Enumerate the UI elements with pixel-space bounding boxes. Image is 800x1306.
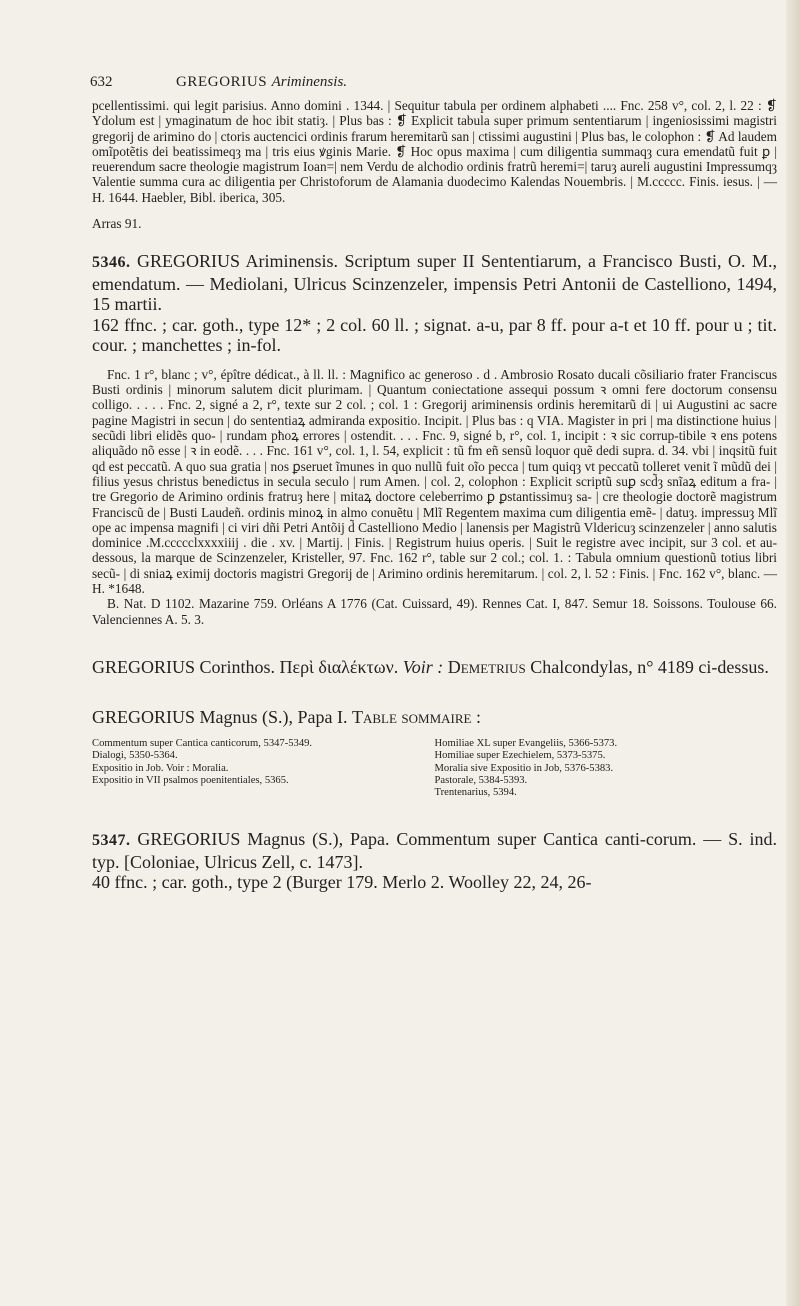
catalogue-page [92, 74, 777, 893]
sommaire-item: Pastorale, 5384-5393. [434, 774, 528, 786]
entry-5347-heading [92, 829, 777, 872]
entry-description: Fnc. 1 r°, blanc ; v°, épître dédicat., à ll. ll. : Magnifico ac generoso . d . Ambrosio Rosato ducali cõsiliario frater Franciscus Busti ordinis | minorum salutem dicit plurimam. | Quantum coniectatione assequi possum ꝛ omni fere doctorum consensu colligo. . . . . Fnc. 2, signé a 2, r°, texte sur 2 col. ; col. 1 : Gregorij ariminensis ordinis heremitarũ di | ui Augustini ac sacre pagine Magistri in secun | do sententiaꝝ admiranda expositio. Incipit. | Plus bas : q VIA. Magister in pri | ma distinctione huius | secũdi libri elidẽs quo- | rundam pħoꝝ errores | ostendit. . . . Fnc. 9, signé b, r°, col. 1, incipit : ꝛ sic corrup-tibile ꝛ ens potens aliquãdo nõ esse | ꝛ in eodẽ. . . . Fnc. 161 v°, col. 1, l. 54, explicit : tũ fm eñ sensũ loquor quẽ dedi supra. d. 34. vbi | inqsitũ fuit qd est peccatũ. A quo sua gratia | nos ꝑseruet ĩmunes in quo nullũ fuit oĩo pecca | tum quiqȝ vt peccatũ tolleret venit ĩ mũdũ dei | filius yesus christus benedictus in secula seculo | rum Amen. | col. 2, colophon : Explicit scriptũ suꝑ scd̃ȝ snĩaꝝ editum a fra- | tre Gregorio de Arimino ordinis fratruȝ here | mitaꝝ doctore celeberrimo ꝑ ꝑstantissimuȝ sa- | cre theologie doctorẽ magistrum Franciscũ de | Busti Laudeñ. ordinis minoꝝ in almo conuẽtu | Mlĩ Regentem maxima cum diligentia emẽ- | datuȝ. impressuȝ Mlĩ ope ac impensa magnifi | ci viri dñi Petri Antõij d̃ Castelliono Medio | lanensis per Magistrũ Vldericuȝ scinzenzeler | anno salutis dominice .M.ccccclxxxxiiij . die . xv. | Martij. | Finis. | Registrum huius operis. | Suit le registre avec incipit, sur 3 col. et au-dessous, la marque de Scinzenzeler, Kristeller, 97. Fnc. 162 r°, table sur 2 col.; col. 1. : Tabula omnium questionũ totius libri secũ- | di sniaꝝ eximij doctoris magistri Gregorij de | Arimino ordinis heremitarum. | col. 2, l. 52 : Finis. | Fnc. 162 v°, blanc. — H. *1648. [92, 366, 777, 597]
table-sommaire-left [92, 738, 435, 799]
running-title-sub: Ariminensis. [271, 74, 348, 90]
sommaire-item: Expositio in VII psalmos poenitentiales, 5365. [92, 774, 289, 786]
cross-ref-voir: Voir : [402, 656, 444, 677]
sommaire-item: Trentenarius, 5394. [434, 787, 517, 799]
entry-5347-collation: 40 ffnc. ; car. goth., type 2 (Burger 179. Merlo 2. Woolley 22, 24, 26- [92, 872, 592, 893]
entry-number: 5347. [92, 832, 131, 850]
sommaire-item: Dialogi, 5350-5364. [92, 750, 178, 762]
table-sommaire-columns [92, 738, 777, 799]
running-head [92, 74, 777, 98]
cross-ref-target: Demetrius [447, 656, 526, 677]
continuation-block [92, 98, 777, 231]
continuation-text: pcellentissimi. qui legit parisius. Anno domini . 1344. | Sequitur tabula per ordinem alphabeti .... Fnc. 258 v°, col. 2, l. 22 : ❡ Ydolum est | ymaginatum de hoc ibit statiȝ. | Plus bas : ❡ Explicit tabula super primum sententiarum | ingeniosissimi magistri gregorij de arimino do | ctoris auctencici ordinis frarum heremitarũ san | ctissimi augustini | Plus bas, le colophon : ❡ Ad laudem omĩpotẽtis dei beatissimeqȝ ma | tris eius ꝟginis Marie. ❡ Hoc opus maxima | cum diligentia summaqȝ cura emendatũ fuit ꝑ | reuerendum sacre theologie magistrum Ioan=| nem Verdu de alchodio ordinis fratrũ heremi=| taruȝ aureli augustini Impressumqȝ Valentie summa cura ac diligentia per Christoforum de Alamania duodecimo Kalendas Nouembris. | M.ccccc. Finis. iesus. | — H. 1644. Haebler, Bibl. iberica, 305. [92, 98, 777, 205]
running-title-main: GREGORIUS [176, 74, 268, 90]
running-title [176, 74, 347, 91]
table-sommaire-label: Table sommaire : [352, 707, 482, 728]
page-number: 632 [90, 74, 113, 90]
cross-reference-corinthos [92, 657, 777, 678]
sommaire-item: Moralia sive Expositio in Job, 5376-5383. [434, 762, 614, 774]
entry-title: GREGORIUS Ariminensis. Scriptum super II Sententiarum, a Francisco Busti, O. M., emendatum. — Mediolani, Ulricus Scinzenzeler, impensis Petri Antonii de Castelliono, 1494, 15 martii. [92, 251, 778, 315]
sommaire-item: Commentum super Cantica canticorum, 5347-5349. [92, 737, 313, 749]
entry-5346-collation: 162 ffnc. ; car. goth., type 12* ; 2 col. 60 ll. ; signat. a-u, par 8 ff. pour a-t et 10 ff. pour u ; tit. cour. ; manchettes ; in-fol. [92, 314, 777, 356]
entry-holdings: B. Nat. D 1102. Mazarine 759. Orléans A 1776 (Cat. Cuissard, 49). Rennes Cat. I, 847. Semur 18. Soissons. Toulouse 66. Valenciennes A. 5. 3. [92, 596, 777, 627]
entry-title: GREGORIUS Magnus (S.), Papa. Commentum super Cantica canti-corum. — S. ind. typ. [Coloniae, Ulricus Zell, c. 1473]. [92, 829, 777, 872]
page-edge-shadow [786, 0, 800, 1306]
entry-5346 [92, 251, 777, 627]
sommaire-item: Homiliae super Ezechielem, 5373-5375. [434, 750, 606, 762]
entry-5346-heading [92, 251, 777, 315]
sommaire-item: Homiliae XL super Evangeliis, 5366-5373. [434, 737, 618, 749]
table-sommaire-head: GREGORIUS Magnus (S.), Papa I. [92, 707, 348, 728]
cross-ref-greek: Περὶ διαλέκτων. [279, 656, 399, 677]
entry-5347 [92, 829, 777, 893]
cross-ref-head: GREGORIUS Corinthos. [92, 656, 276, 677]
cross-ref-rest: Chalcondylas, n° 4189 ci-dessus. [530, 656, 769, 677]
entry-5346-body [92, 367, 777, 627]
sommaire-item: Expositio in Job. Voir : Moralia. [92, 762, 229, 774]
continuation-holdings: Arras 91. [92, 216, 142, 232]
table-sommaire-heading [92, 707, 777, 728]
table-sommaire [92, 707, 777, 799]
table-sommaire-right [435, 738, 778, 799]
entry-number: 5346. [92, 254, 131, 272]
